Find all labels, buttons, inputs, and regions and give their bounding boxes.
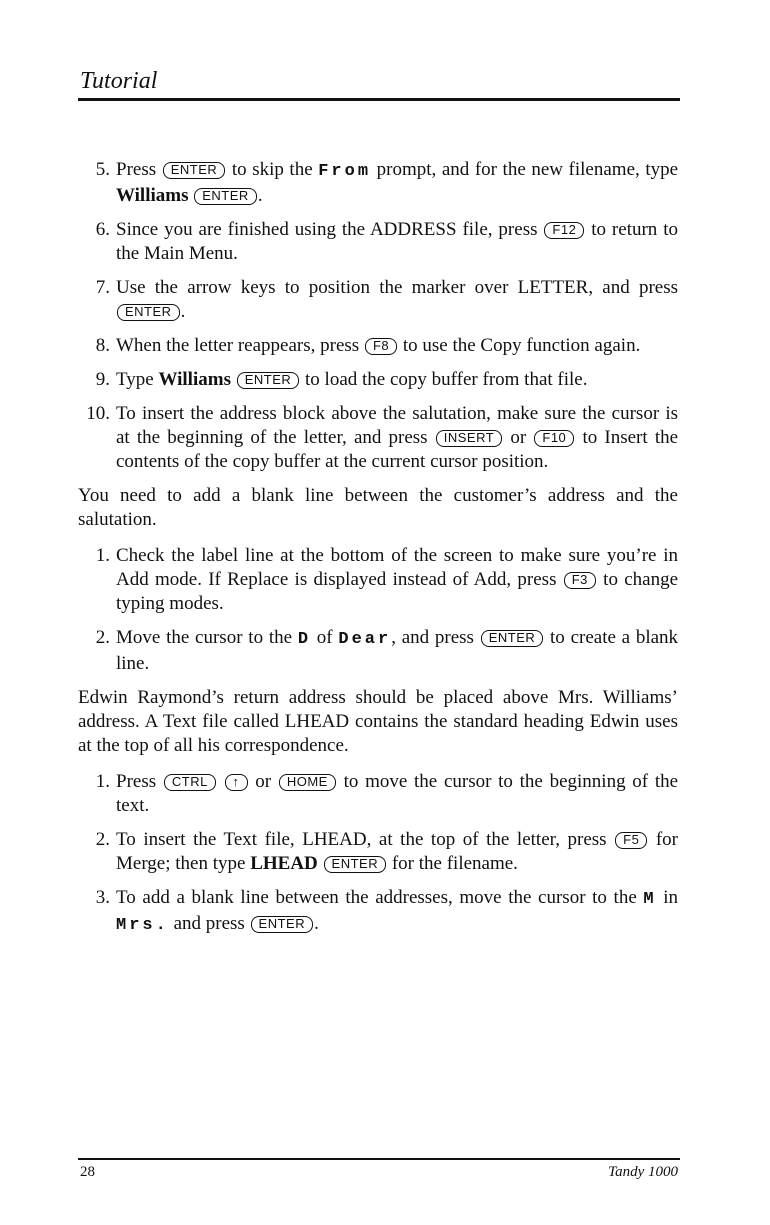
ctrl-key: CTRL bbox=[164, 774, 216, 791]
step-text: . bbox=[180, 301, 186, 322]
step-text: Use the arrow keys to position the marker over LETTER, and press bbox=[116, 277, 678, 298]
step-text: Press bbox=[116, 771, 157, 792]
step-text: When the letter reappears, press bbox=[116, 335, 360, 356]
from-prompt: From bbox=[318, 162, 372, 181]
step-6 bbox=[78, 218, 678, 266]
step-text: Press bbox=[116, 159, 157, 180]
header-rule bbox=[78, 98, 680, 101]
step-1-press-home bbox=[78, 770, 678, 818]
screen-text-mrs: Mrs. bbox=[116, 916, 169, 935]
up-arrow-key: ↑ bbox=[225, 774, 248, 791]
f12-key: F12 bbox=[544, 222, 584, 239]
step-text: to skip the bbox=[231, 159, 313, 180]
step-text: to create a blank line. bbox=[116, 627, 679, 674]
step-text: to change typing modes. bbox=[116, 569, 679, 614]
step-number: 7. bbox=[95, 277, 110, 298]
step-text: To insert the address block above the salutation, make sure the cursor is at the beginning of the letter, and press bbox=[116, 403, 678, 448]
step-3-add-blank-line bbox=[78, 886, 678, 938]
screen-text-dear: Dear bbox=[338, 630, 392, 649]
step-8 bbox=[78, 334, 678, 358]
enter-key: ENTER bbox=[251, 916, 314, 933]
page-content bbox=[78, 158, 678, 948]
step-text: to load the copy buffer from that file. bbox=[305, 369, 588, 390]
step-number: 10. bbox=[86, 403, 110, 424]
enter-key: ENTER bbox=[117, 304, 180, 321]
screen-text-m: M bbox=[643, 890, 657, 909]
step-text: prompt, and for the new filename, type bbox=[376, 159, 679, 180]
paragraph-return-address: Edwin Raymond’s return address should be placed above Mrs. Williams’ address. A Text file called LHEAD contains the standard heading Edwin uses at the top of all his correspondence. bbox=[78, 687, 678, 756]
paragraph-blank-line: You need to add a blank line between the customer’s address and the salutation. bbox=[78, 485, 678, 530]
step-number: 8. bbox=[95, 335, 110, 356]
step-number: 1. bbox=[95, 545, 110, 566]
filename-williams: Williams bbox=[158, 369, 231, 390]
step-text: to move the cursor to the beginning of the text. bbox=[116, 771, 679, 816]
step-text: in bbox=[663, 887, 678, 908]
step-number: 9. bbox=[95, 369, 110, 390]
insert-key: INSERT bbox=[436, 430, 502, 447]
footer-rule bbox=[78, 1158, 680, 1160]
step-text: , and press bbox=[391, 627, 474, 648]
step-text: or bbox=[510, 427, 527, 448]
step-text: Move the cursor to the bbox=[116, 627, 293, 648]
step-number: 2. bbox=[95, 829, 110, 850]
home-key: HOME bbox=[279, 774, 336, 791]
enter-key: ENTER bbox=[237, 372, 300, 389]
step-text: Check the label line at the bottom of the screen to make sure you’re in Add mode. If Replace is displayed instead of Add, press bbox=[116, 545, 678, 590]
page-number: 28 bbox=[80, 1164, 95, 1180]
step-text: To add a blank line between the addresses, move the cursor to the bbox=[116, 887, 637, 908]
step-5 bbox=[78, 158, 678, 208]
step-text: to use the Copy function again. bbox=[402, 335, 641, 356]
step-number: 1. bbox=[95, 771, 110, 792]
f5-key: F5 bbox=[615, 832, 647, 849]
step-1-check-label bbox=[78, 544, 678, 616]
step-number: 3. bbox=[95, 887, 110, 908]
step-text: to Insert the contents of the copy buffer at the current cursor position. bbox=[116, 427, 679, 472]
step-2-move-cursor bbox=[78, 626, 678, 676]
step-7 bbox=[78, 276, 678, 324]
step-number: 2. bbox=[95, 627, 110, 648]
step-text: To insert the Text file, LHEAD, at the top of the letter, press bbox=[116, 829, 607, 850]
page-header-title: Tutorial bbox=[80, 68, 158, 94]
step-text: . bbox=[257, 185, 263, 206]
enter-key: ENTER bbox=[163, 162, 226, 179]
step-text: to return to the Main Menu. bbox=[116, 219, 678, 264]
step-text: and press bbox=[173, 913, 245, 934]
step-text: for Merge; then type bbox=[116, 829, 679, 874]
step-10 bbox=[78, 402, 678, 474]
step-text: or bbox=[255, 771, 272, 792]
f8-key: F8 bbox=[365, 338, 397, 355]
enter-key: ENTER bbox=[481, 630, 544, 647]
enter-key: ENTER bbox=[324, 856, 387, 873]
step-number: 5. bbox=[95, 159, 110, 180]
step-text: . bbox=[314, 913, 319, 934]
filename-lhead: LHEAD bbox=[250, 853, 318, 874]
screen-text-d: D bbox=[297, 630, 312, 649]
f10-key: F10 bbox=[534, 430, 574, 447]
step-9 bbox=[78, 368, 678, 392]
enter-key: ENTER bbox=[194, 188, 257, 205]
step-text: of bbox=[316, 627, 333, 648]
filename-williams: Williams bbox=[116, 185, 189, 206]
step-text: Since you are finished using the ADDRESS file, press bbox=[116, 219, 538, 240]
step-2-insert-lhead bbox=[78, 828, 678, 876]
step-text: for the filename. bbox=[391, 853, 518, 874]
step-number: 6. bbox=[95, 219, 110, 240]
f3-key: F3 bbox=[564, 572, 596, 589]
step-text: Type bbox=[116, 369, 154, 390]
footer-brand: Tandy 1000 bbox=[608, 1164, 678, 1180]
